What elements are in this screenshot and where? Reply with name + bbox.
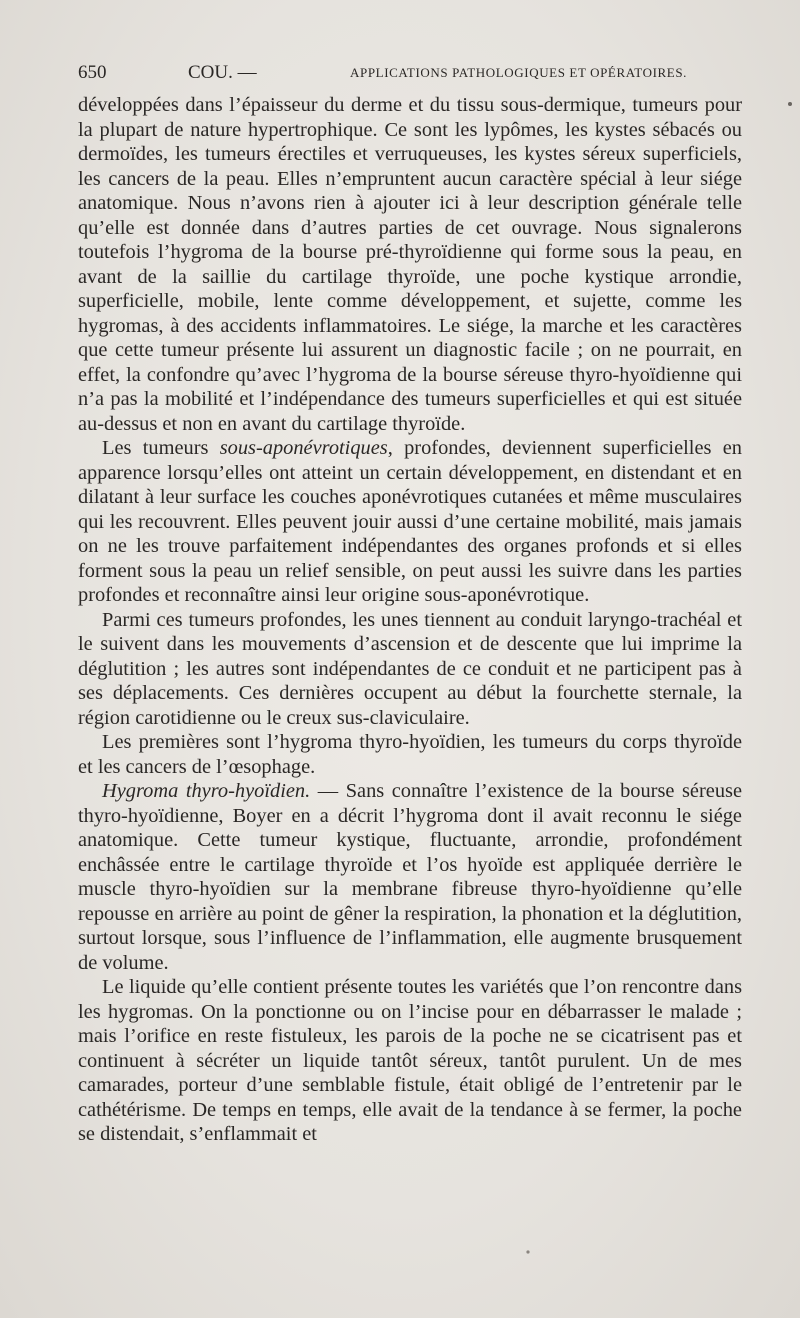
text-run: , profondes, deviennent superficielles en apparence lorsqu’elles ont atteint un certain développement, en distendant et en dilatant à leur surface les couches aponévrotiques cutanées et même musculaires qui les recouvrent. Elles peuvent jouir aussi d’une certaine mobilité, mais jamais on ne les trouve parfaitement indépendantes des organes profonds et si elles forment sous la peau un relief sensible, on peut aussi les suivre dans les parties profondes et reconnaître ainsi leur origine sous-aponévrotique. — [78, 437, 742, 606]
italic-phrase: sous-aponévrotiques — [219, 437, 388, 459]
text-run: développées dans l’épaisseur du derme et du tissu sous-dermique, tumeurs pour la plupart de nature hypertrophique. Ce sont les lypômes, les kystes sébacés ou dermoïdes, les tumeurs érectiles et verruqueuses, les kystes séreux superficiels, les cancers de la peau. Elles n’empruntent aucun caractère spécial à leur siége anatomique. Nous n’avons rien à ajouter ici à leur description générale telle qu’elle est donnée dans d’autres parties de cet ouvrage. Nous signalerons toutefois l’hygroma de la bourse pré-thyroïdienne qui forme sous la peau, en avant de la saillie du cartilage thyroïde, une poche kystique arrondie, superficielle, mobile, lente comme développement, et sujette, comme les hygromas, à des accidents inflammatoires. Le siége, la marche et les caractères que cette tumeur présente lui assurent un diagnostic facile ; on ne pourrait, en effet, la confondre qu’avec l’hygroma de la bourse séreuse thyro-hyoïdienne qui n’a pas la mobilité et l’indépendance des tumeurs superficielles et qui est située au-dessus et non en avant du cartilage thyroïde. — [78, 94, 742, 435]
running-title-text: COU. — [188, 62, 233, 83]
section-title: APPLICATIONS PATHOLOGIQUES ET OPÉRATOIRES. — [350, 65, 687, 80]
text-run: Les premières sont l’hygroma thyro-hyoïdien, les tumeurs du corps thyroïde et les cancers de l’œsophage. — [78, 731, 742, 778]
italic-phrase: Hygroma thyro-hyoïdien. — [102, 780, 311, 802]
text-run: Parmi ces tumeurs profondes, les unes tiennent au conduit laryngo-trachéal et le suivent dans les mouvements d’ascension et de descente que lui imprime la déglutition ; les autres sont indépendantes de ce conduit et ne participent pas à ses déplacements. Ces dernières occupent au début la fourchette sternale, la région carotidienne ou le creux sus-claviculaire. — [78, 608, 742, 729]
paper-speck — [788, 102, 792, 106]
paper-speck — [526, 1250, 529, 1253]
page-number: 650 — [78, 62, 107, 83]
text-run: Le liquide qu’elle contient présente toutes les variétés que l’on rencontre dans les hygromas. On la ponctionne ou on l’incise pour en débarrasser le malade ; mais l’orifice en reste fistuleux, les parois de la poche ne se cicatrisent pas et continuent à sécréter un liquide tantôt séreux, tantôt purulent. Un de mes camarades, porteur d’une semblable fistule, était obligé de l’entretenir par le cathétérisme. De temps en temps, elle avait de la tendance à se fermer, la poche se distendait, s’enflammait et — [78, 976, 742, 1145]
text-run: — Sans connaître l’existence de la bourse séreuse thyro-hyoïdienne, Boyer en a décrit l’hygroma dont il avait reconnu le siége anatomique. Cette tumeur kystique, fluctuante, arrondie, profondément enchâssée entre le cartilage thyroïde et l’os hyoïde est appliquée derrière le muscle thyro-hyoïdien sur la membrane fibreuse thyro-hyoïdienne qu’elle repousse en arrière au point de gêner la respiration, la phonation et la déglutition, surtout lorsque, sous l’influence de l’inflammation, elle augmente brusquement de volume. — [78, 780, 742, 974]
text-run: Les tumeurs — [102, 437, 220, 459]
running-title-dash: — — [237, 62, 257, 83]
